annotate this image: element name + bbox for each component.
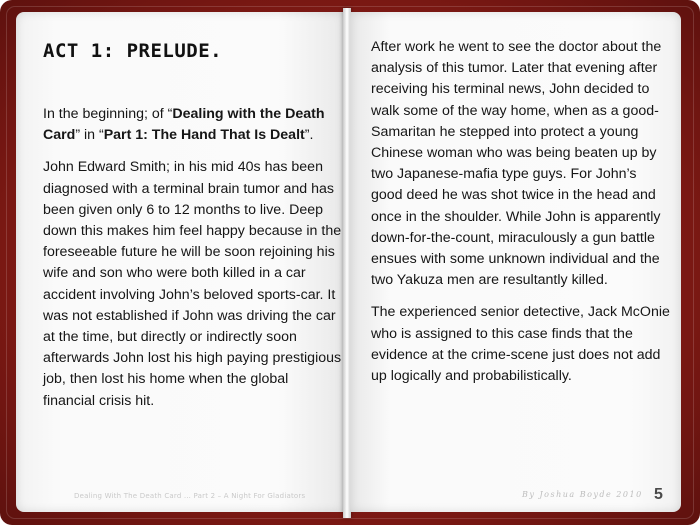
author-credit: By Joshua Boyde 2010	[522, 490, 643, 499]
left-page	[16, 12, 344, 512]
right-paragraph-1: After work he went to see the doctor about the analysis of this tumor. Later that evening after receiving his terminal news, John decided to walk some of the way home, when as a good-Samaritan he stepped into protect a young Chinese woman who was being beaten up by two Japanese-mafia type guys. For John’s good deed he was shot twice in the head and once in the shoulder. While John is apparently down-for-the-count, miraculously a gun battle ensues with some unknown individual and the two Yakuza men are resultantly killed.	[371, 39, 662, 289]
act-heading: ACT 1: PRELUDE.	[43, 40, 223, 62]
right-paragraph-2: The experienced senior detective, Jack McOnie who is assigned to this case finds that the evidence at the crime-scene just does not add up logically and probabilistically.	[371, 304, 670, 385]
intro-book-title: Dealing with the Death Card	[43, 106, 325, 144]
intro-paragraph	[43, 104, 343, 146]
page-number: 5	[654, 486, 663, 503]
intro-post: ”.	[304, 127, 314, 144]
right-page	[350, 12, 681, 512]
intro-part-title: Part 1: The Hand That Is Dealt	[103, 127, 305, 144]
left-page-text	[43, 104, 343, 423]
intro-pre: In the beginning; of “	[43, 106, 173, 122]
left-footer: Dealing With The Death Card … Part 2 – A Night For Gladiators	[74, 492, 306, 500]
intro-mid: ” in “	[75, 127, 104, 144]
right-page-text	[371, 37, 671, 398]
body-paragraph: John Edward Smith; in his mid 40s has been diagnosed with a terminal brain tumor and has been given only 6 to 12 months to live. Deep down this makes him feel happy because in the foreseeable future he will be soon rejoining his wife and son who were both killed in a car accident involving John’s beloved sports-car. It was not established if John was driving the car at the time, but directly or indirectly soon afterwards John lost his high paying prestigious job, then lost his home when the global financial crisis hit.	[43, 159, 342, 409]
